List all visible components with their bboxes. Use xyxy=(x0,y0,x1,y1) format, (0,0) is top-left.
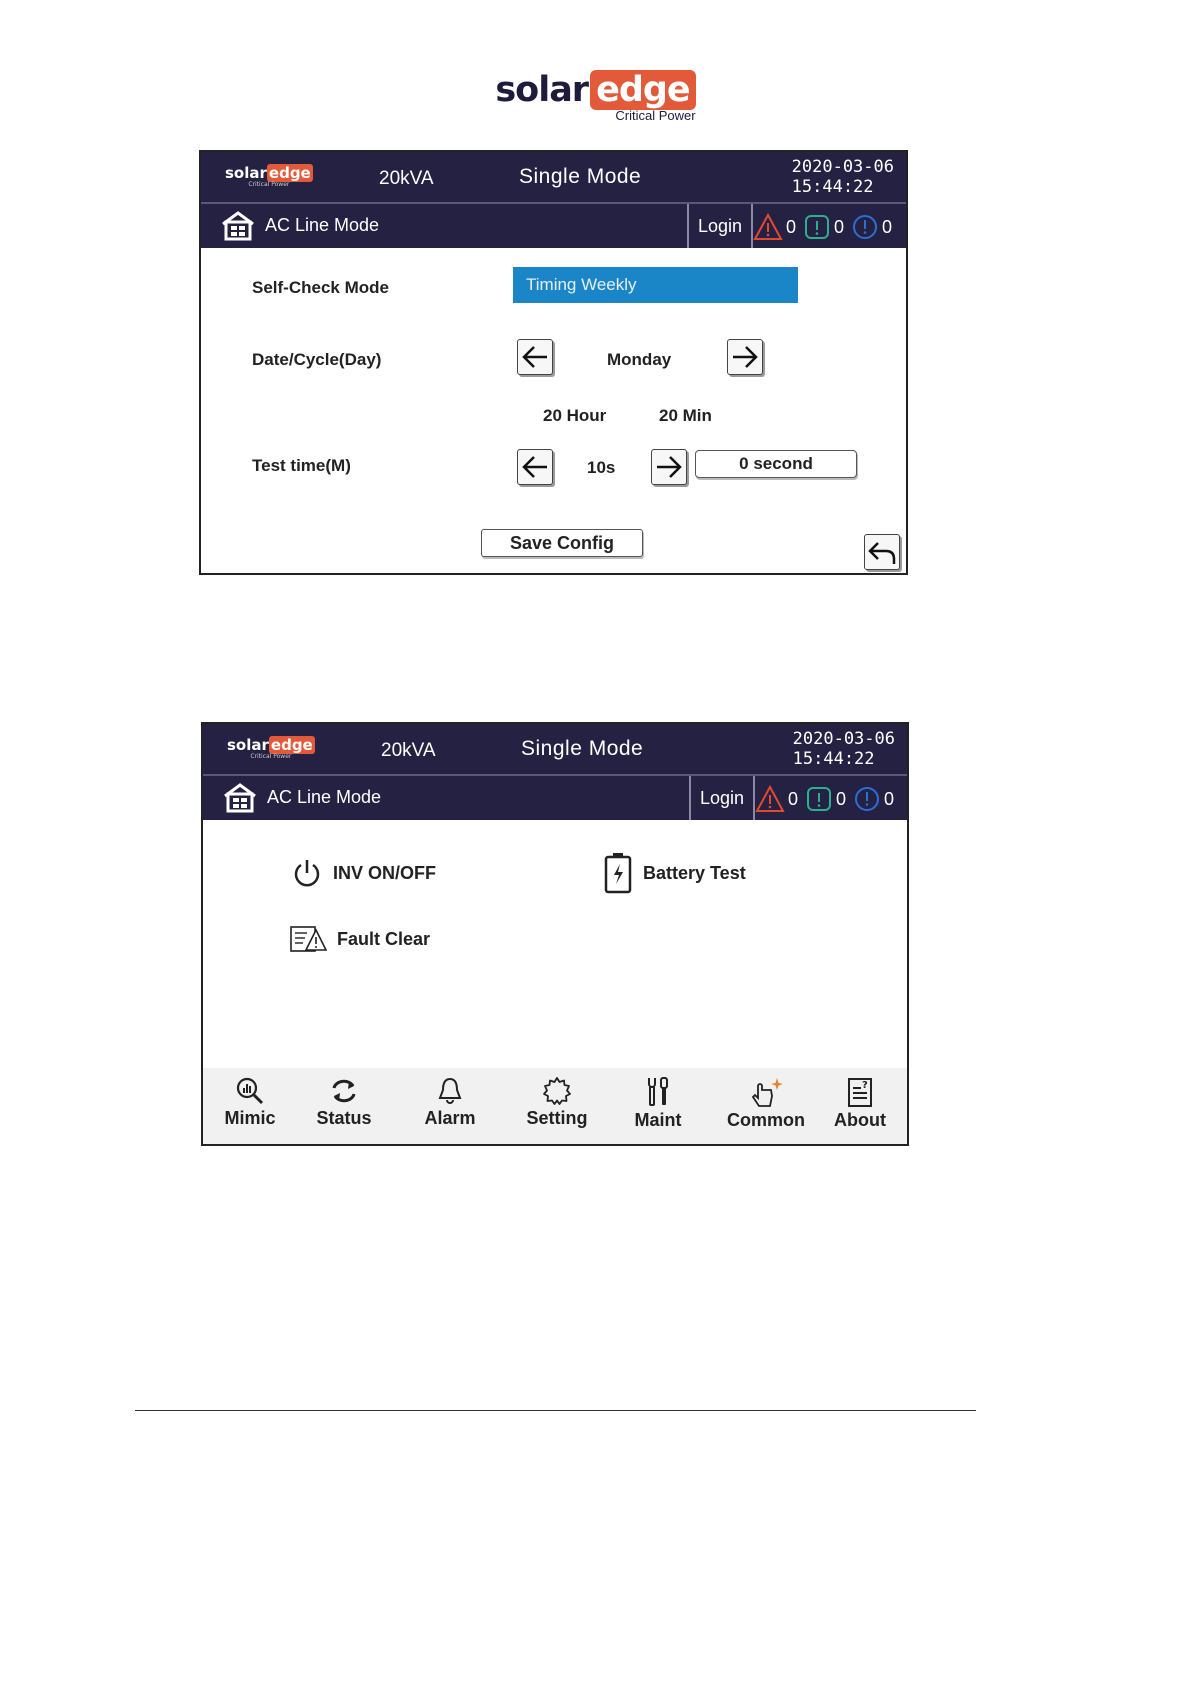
time-label: 15:44:22 xyxy=(791,177,874,197)
fault-clear-item[interactable] xyxy=(289,924,430,954)
datetime xyxy=(792,157,894,197)
brand-word-edge: edge xyxy=(590,70,696,110)
day-next-button[interactable] xyxy=(727,339,763,375)
common-touch-icon xyxy=(746,1076,786,1108)
nav-mimic-label: Mimic xyxy=(224,1108,276,1128)
nav-common[interactable] xyxy=(721,1068,811,1131)
warning-count: 0 xyxy=(834,216,845,237)
svg-text:?: ? xyxy=(862,1080,868,1091)
fault-count: 0 xyxy=(788,788,799,809)
line-mode-label: AC Line Mode xyxy=(265,215,380,235)
back-button[interactable] xyxy=(864,534,900,570)
nav-common-label: Common xyxy=(727,1110,805,1130)
datetime xyxy=(793,729,895,769)
about-doc-icon xyxy=(845,1076,875,1108)
info-count: 0 xyxy=(882,216,893,237)
test-time-input[interactable]: 0 second xyxy=(695,450,857,478)
status-icon xyxy=(329,1076,359,1106)
nav-status-label: Status xyxy=(316,1108,372,1128)
alarm-counters[interactable] xyxy=(755,784,894,814)
home-icon[interactable] xyxy=(221,211,255,241)
self-check-mode-field[interactable]: Timing Weekly xyxy=(513,267,798,303)
maint-tools-icon xyxy=(643,1076,673,1108)
battery-test-label: Battery Test xyxy=(643,862,746,883)
login-button[interactable]: Login xyxy=(689,776,755,820)
mimic-icon xyxy=(235,1076,265,1106)
fault-count: 0 xyxy=(786,216,797,237)
nav-alarm[interactable] xyxy=(405,1068,495,1129)
back-arrow-icon xyxy=(866,536,898,568)
warning-square-icon xyxy=(805,785,833,813)
footer-divider xyxy=(135,1410,976,1411)
test-time-label: Test time(M) xyxy=(252,456,351,475)
nav-status[interactable] xyxy=(299,1068,389,1129)
nav-alarm-label: Alarm xyxy=(424,1108,476,1128)
arrow-left-icon xyxy=(520,452,550,482)
test-time-value: 10s xyxy=(587,458,616,477)
brand-subtitle: Critical Power xyxy=(615,108,696,123)
fault-clear-label: Fault Clear xyxy=(337,928,431,949)
header-logo: solar edge Critical Power xyxy=(225,164,311,188)
date-label: 2020-03-06 xyxy=(792,729,895,749)
home-icon[interactable] xyxy=(223,783,257,813)
brand-word-solar: solar xyxy=(495,70,589,110)
alarm-bell-icon xyxy=(435,1076,465,1106)
test-time-prev-button[interactable] xyxy=(517,449,553,485)
arrow-right-icon xyxy=(654,452,684,482)
self-check-mode-label: Self-Check Mode xyxy=(252,278,389,297)
save-config-button[interactable]: Save Config xyxy=(481,529,643,557)
power-icon xyxy=(291,857,323,889)
date-label: 2020-03-06 xyxy=(791,157,894,177)
day-value: Monday xyxy=(607,350,672,369)
hour-value[interactable]: 20 Hour xyxy=(543,406,607,425)
login-button[interactable]: Login xyxy=(687,204,753,248)
nav-setting[interactable] xyxy=(512,1068,602,1129)
fault-triangle-icon xyxy=(753,213,783,241)
battery-icon xyxy=(603,852,633,894)
time-label: 15:44:22 xyxy=(792,749,875,769)
date-cycle-label: Date/Cycle(Day) xyxy=(252,350,382,369)
status-header xyxy=(203,724,907,776)
test-time-next-button[interactable] xyxy=(651,449,687,485)
day-prev-button[interactable] xyxy=(517,339,553,375)
battery-test-item[interactable] xyxy=(603,852,746,894)
main-menu-screen xyxy=(201,722,909,1146)
fault-triangle-icon xyxy=(755,785,785,813)
capacity-label: 20kVA xyxy=(381,740,436,761)
maint-menu xyxy=(203,820,907,1146)
status-header xyxy=(201,152,906,204)
brand-logo xyxy=(0,70,1191,123)
warning-square-icon xyxy=(803,213,831,241)
nav-maint[interactable] xyxy=(613,1068,703,1131)
self-check-screen xyxy=(199,150,908,575)
nav-about-label: About xyxy=(834,1110,886,1130)
fault-clear-icon xyxy=(289,924,327,954)
nav-setting-label: Setting xyxy=(526,1108,588,1128)
inv-onoff-item[interactable] xyxy=(291,857,436,889)
self-check-form xyxy=(201,248,906,575)
header-logo: solar edge Critical Power xyxy=(227,736,313,760)
info-circle-icon xyxy=(851,213,879,241)
info-count: 0 xyxy=(884,788,895,809)
warning-count: 0 xyxy=(836,788,847,809)
mode-bar xyxy=(203,776,907,820)
operation-mode-label: Single Mode xyxy=(519,165,642,188)
alarm-counters[interactable] xyxy=(753,212,892,242)
line-mode-label: AC Line Mode xyxy=(267,787,382,807)
inv-onoff-label: INV ON/OFF xyxy=(333,862,436,883)
minute-value[interactable]: 20 Min xyxy=(659,406,712,425)
info-circle-icon xyxy=(853,785,881,813)
arrow-right-icon xyxy=(730,342,760,372)
nav-about[interactable] xyxy=(815,1068,905,1131)
bottom-nav xyxy=(203,1068,907,1146)
mode-bar xyxy=(201,204,906,248)
capacity-label: 20kVA xyxy=(379,168,434,189)
operation-mode-label: Single Mode xyxy=(521,737,644,760)
setting-gear-icon xyxy=(542,1076,572,1106)
nav-mimic[interactable] xyxy=(205,1068,295,1129)
nav-maint-label: Maint xyxy=(634,1110,682,1130)
arrow-left-icon xyxy=(520,342,550,372)
